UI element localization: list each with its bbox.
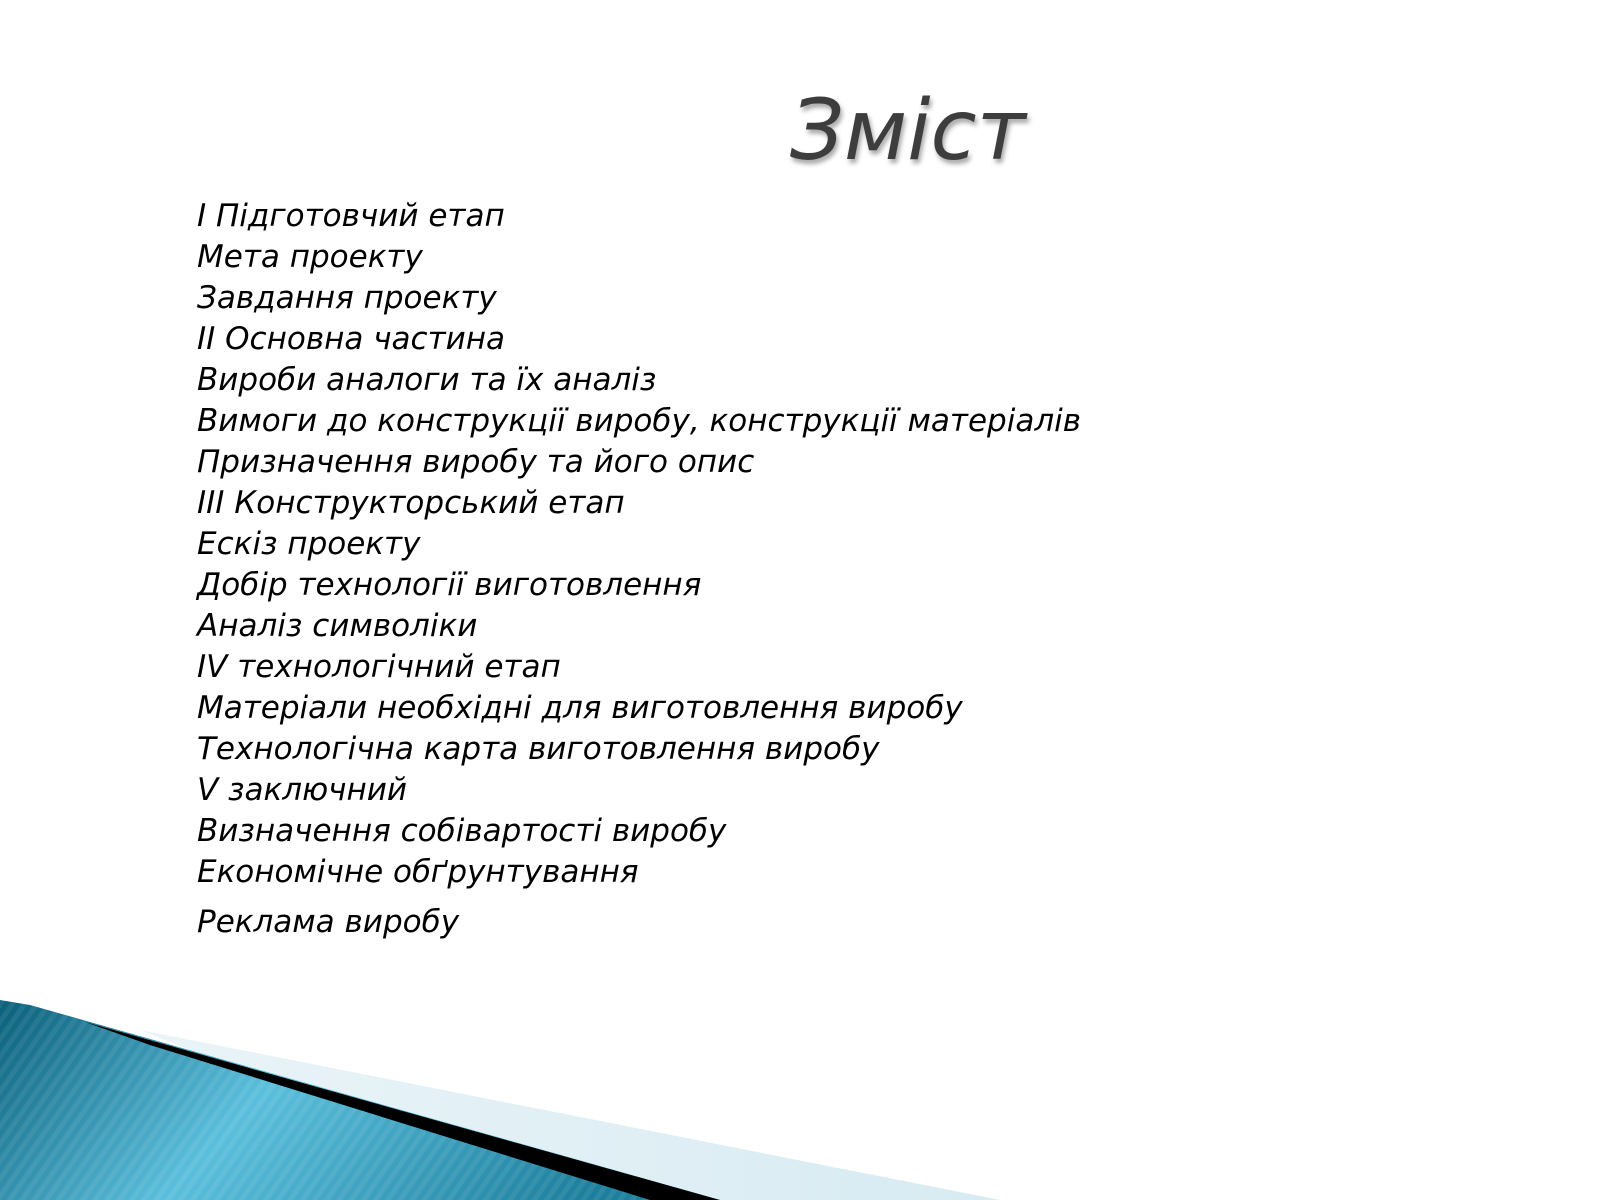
- toc-item: V заключний: [197, 772, 408, 808]
- decorative-wave-graphic: [0, 1000, 1600, 1200]
- toc-item: І Підготовчий етап: [197, 198, 505, 234]
- table-of-contents: [197, 196, 1081, 943]
- toc-item: Реклама виробу: [197, 904, 460, 940]
- toc-item: Аналіз символіки: [197, 608, 478, 644]
- toc-item: Завдання проекту: [197, 280, 497, 316]
- toc-item: Вимоги до конструкції виробу, конструкції матеріалів: [197, 403, 1082, 439]
- toc-item: Технологічна карта виготовлення виробу: [197, 731, 880, 767]
- toc-item: Економічне обґрунтування: [197, 854, 639, 890]
- toc-item: ІІІ Конструкторський етап: [197, 485, 625, 521]
- toc-item: Вироби аналоги та їх аналіз: [197, 362, 657, 398]
- toc-item: ІІ Основна частина: [197, 321, 506, 357]
- toc-item: ІV технологічний етап: [197, 649, 561, 685]
- toc-item: Ескіз проекту: [197, 526, 421, 562]
- toc-item: Призначення виробу та його опис: [197, 444, 755, 480]
- toc-item: Матеріали необхідні для виготовлення виробу: [197, 690, 963, 726]
- toc-item: Мета проекту: [197, 239, 423, 275]
- toc-item: Визначення собівартості виробу: [197, 813, 727, 849]
- toc-item: Добір технології виготовлення: [197, 567, 702, 603]
- slide-title: Зміст: [790, 81, 1026, 179]
